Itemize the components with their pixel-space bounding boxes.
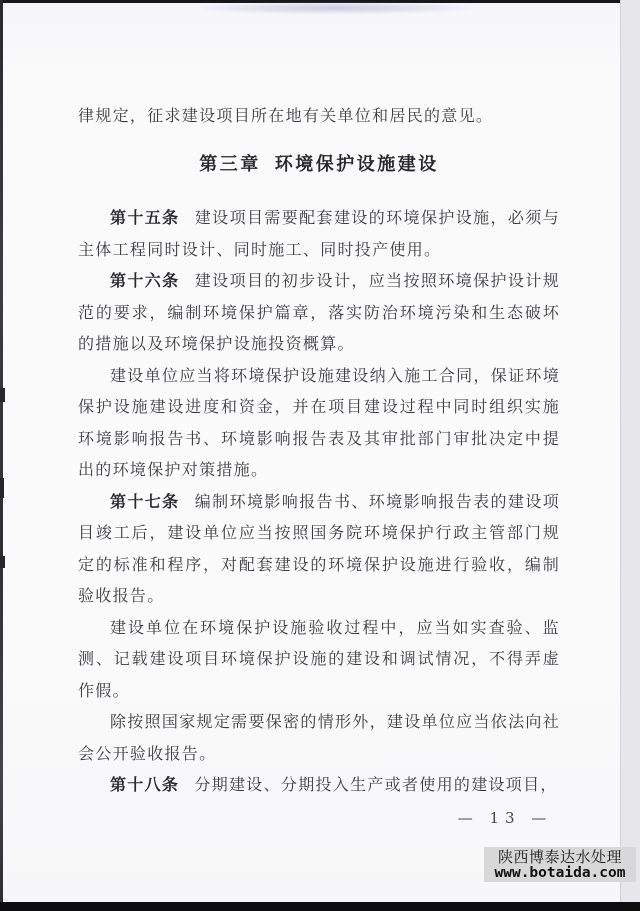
page-number: — 13 — [457, 809, 553, 827]
paragraphs [78, 202, 560, 801]
paragraph: 除按照国家规定需要保密的情形外，建设单位应当依法向社会公开验收报告。 [78, 712, 560, 763]
paragraph: 第十五条 建设项目需要配套建设的环境保护设施，必须与主体工程同时设计、同时施工、同时投产使用。 [78, 208, 560, 259]
chapter-label: 第三章 [199, 153, 261, 175]
scan-artifact-blob [0, 478, 4, 498]
chapter-name: 环境保护设施建设 [274, 153, 439, 175]
continuation-line: 律规定，征求建设项目所在地有关单位和居民的意见。 [78, 106, 494, 125]
document-body [78, 100, 560, 801]
chapter-title [78, 149, 560, 181]
paragraph: 建设单位应当将环境保护设施建设纳入施工合同，保证环境保护设施建设进度和资金，并在项目建设过程中同时组织实施环境影响报告书、环境影响报告表及其审批部门审批决定中提出的环境保护对策措施。 [78, 365, 560, 479]
scan-artifact-blob [0, 388, 5, 402]
article-number: 第十七条 [110, 491, 180, 511]
watermark-box [484, 847, 636, 882]
scan-artifact-top-smudge [200, 2, 470, 14]
scan-artifact-blob [0, 556, 5, 568]
watermark-url: www.botaida.com [494, 864, 626, 881]
scan-artifact-bottom-bar [0, 902, 640, 911]
scan-artifact-right-strip [620, 0, 640, 911]
article-number: 第十六条 [110, 271, 180, 290]
watermark-company: 陕西博泰达水处理 [497, 847, 622, 866]
article-number: 第十八条 [110, 775, 180, 794]
paragraph: 第十七条 编制环境影响报告书、环境影响报告表的建设项目竣工后，建设单位应当按照国务院环境保护行政主管部门规定的标准和程序，对配套建设的环境保护设施进行验收，编制验收报告。 [78, 491, 560, 605]
article-number: 第十五条 [110, 208, 180, 227]
scan-artifact-left-edge [0, 0, 3, 911]
paragraph: 第十八条 分期建设、分期投入生产或者使用的建设项目， [110, 775, 558, 794]
paragraph: 建设单位在环境保护设施验收过程中，应当如实查验、监测、记载建设项目环境保护设施的建设和调试情况，不得弄虚作假。 [78, 617, 560, 700]
paragraph: 第十六条 建设项目的初步设计，应当按照环境保护设计规范的要求，编制环境保护篇章，落实防治环境污染和生态破坏的措施以及环境保护设施投资概算。 [78, 271, 560, 353]
